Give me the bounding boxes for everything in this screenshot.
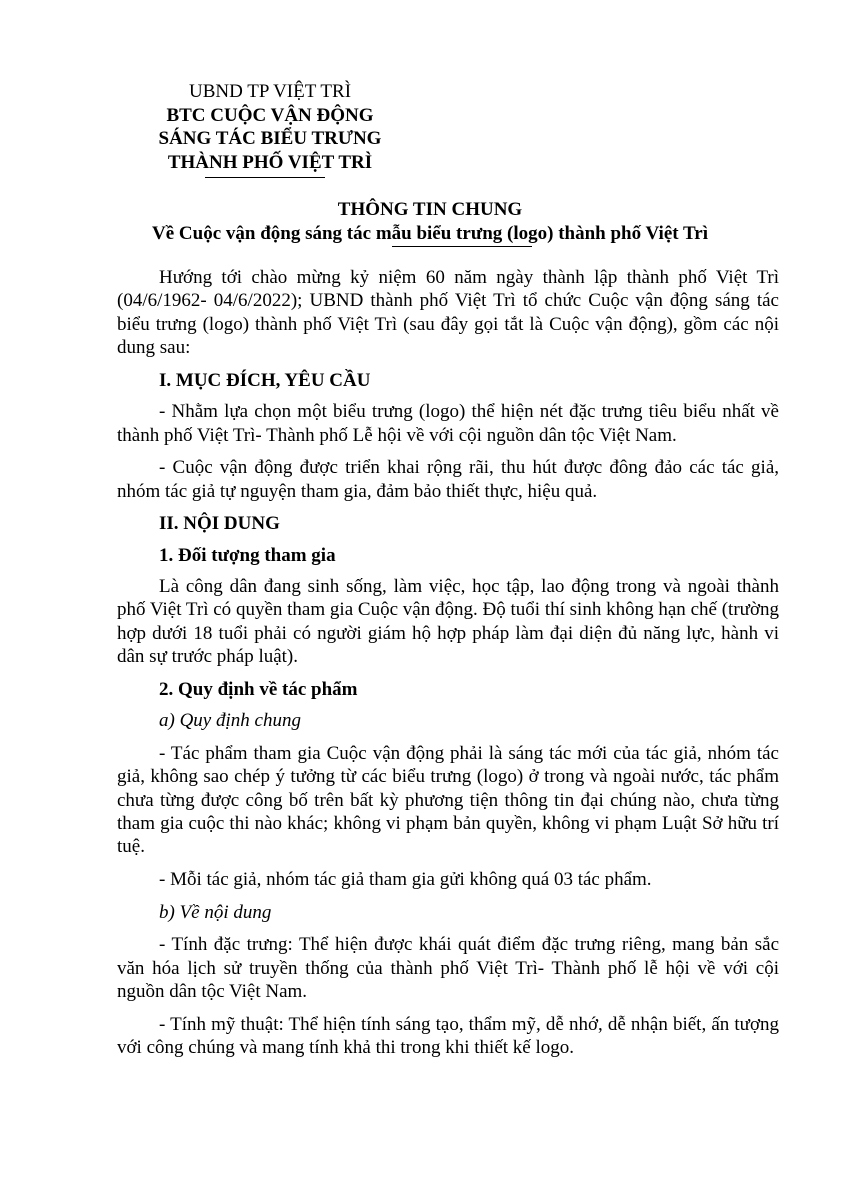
document-subtitle: Về Cuộc vận động sáng tác mẫu biểu trưng (logo) thành phố Việt Trì — [152, 223, 708, 244]
part-a-paragraph: - Tác phẩm tham gia Cuộc vận động phải là sáng tác mới của tác giả, nhóm tác giả, không sao chép ý tưởng từ các biểu trưng (logo) ở trong và ngoài nước, tác phẩm chưa từng được công bố trên bất kỳ phương tiện thông tin đại chúng nào, chưa từng tham gia cuộc thi nào khác; không vi phạm bản quyền, không vi phạm Luật Sở hữu trí tuệ. — [117, 742, 779, 858]
section-1-paragraph: - Cuộc vận động được triển khai rộng rãi, thu hút được đông đảo các tác giả, nhóm tác giả tự nguyện tham gia, đảm bảo thiết thực, hiệu quả. — [117, 457, 779, 502]
org-name-line-3: THÀNH PHỐ VIỆT TRÌ — [167, 151, 373, 173]
subsection-1-paragraph: Là công dân đang sinh sống, làm việc, học tập, lao động trong và ngoài thành phố Việt Trì có quyền tham gia Cuộc vận động. Độ tuổi thí sinh không hạn chế (trường hợp dưới 18 tuổi phải có người giám hộ hợp pháp làm đại diện đủ năng lực, hành vi dân sự trước pháp luật). — [117, 576, 779, 668]
section-1-heading: I. MỤC ĐÍCH, YÊU CẦU — [159, 369, 371, 391]
part-b-paragraph: - Tính đặc trưng: Thể hiện được khái quát điểm đặc trưng riêng, mang bản sắc văn hóa lịch sử truyền thống của thành phố Việt Trì- Thành phố lễ hội về với cội nguồn dân tộc Việt Nam. — [117, 934, 779, 1003]
part-a-paragraph: - Mỗi tác giả, nhóm tác giả tham gia gửi không quá 03 tác phẩm. — [159, 869, 652, 891]
subsection-2-heading: 2. Quy định về tác phẩm — [159, 678, 358, 700]
org-name-line-1: BTC CUỘC VẬN ĐỘNG — [166, 104, 374, 126]
subsection-1-heading: 1. Đối tượng tham gia — [159, 544, 336, 566]
issuing-agency-block — [120, 80, 420, 174]
org-name-line-2: SÁNG TÁC BIỂU TRƯNG — [158, 128, 382, 149]
section-1-paragraph: - Nhằm lựa chọn một biểu trưng (logo) thể hiện nét đặc trưng tiêu biểu nhất về thành phố Việt Trì- Thành phố Lễ hội về với cội nguồn dân tộc Việt Nam. — [117, 401, 779, 446]
intro-paragraph: Hướng tới chào mừng kỷ niệm 60 năm ngày thành lập thành phố Việt Trì (04/6/1962- 04/6/2022); UBND thành phố Việt Trì tổ chức Cuộc vận động sáng tác biểu trưng (logo) thành phố Việt Trì (sau đây gọi tắt là Cuộc vận động), gồm các nội dung sau: — [117, 267, 779, 359]
part-b-label: b) Về nội dung — [159, 901, 272, 923]
part-a-label: a) Quy định chung — [159, 710, 301, 732]
document-title-block — [100, 198, 760, 246]
part-b-paragraph: - Tính mỹ thuật: Thể hiện tính sáng tạo, thẩm mỹ, dễ nhớ, dễ nhận biết, ấn tượng với công chúng và mang tính khả thi trong khi thiết kế logo. — [117, 1013, 779, 1059]
header-divider — [205, 177, 325, 178]
document-body — [117, 266, 779, 1069]
agency-name: UBND TP VIỆT TRÌ — [188, 81, 352, 102]
section-2-heading: II. NỘI DUNG — [159, 513, 280, 535]
title-divider — [392, 246, 532, 247]
document-title: THÔNG TIN CHUNG — [337, 199, 523, 220]
